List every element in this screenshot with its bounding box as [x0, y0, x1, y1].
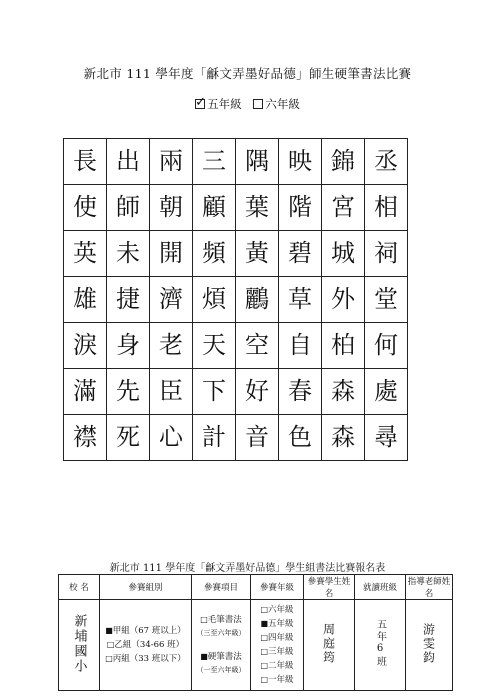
- grid-cell: [279, 185, 322, 231]
- grid-cell: [150, 277, 193, 323]
- grid-row: [64, 323, 408, 369]
- grade-option-5[interactable]: [195, 96, 242, 112]
- grid-cell: [107, 185, 150, 231]
- grid-character: 老: [159, 331, 183, 359]
- checkbox-icon[interactable]: □: [106, 640, 115, 649]
- grid-cell: [236, 231, 279, 277]
- header-item: 參賽項目: [192, 575, 251, 600]
- grade-cell: [251, 600, 304, 691]
- grid-character: 祠: [374, 239, 398, 267]
- checkbox-icon[interactable]: ■: [200, 652, 208, 661]
- teacher-cell: [406, 600, 453, 691]
- grid-character: 相: [374, 193, 398, 221]
- grid-character: 鸝: [245, 285, 269, 313]
- grid-cell: [193, 231, 236, 277]
- grid-cell: [279, 323, 322, 369]
- grid-character: 空: [245, 331, 269, 359]
- grid-cell: [193, 139, 236, 185]
- grid-row: [64, 139, 408, 185]
- grid-cell: [365, 415, 408, 461]
- grid-character: 宮: [331, 193, 355, 221]
- grid-row: [64, 185, 408, 231]
- grid-character: 森: [331, 377, 355, 405]
- grid-character: 煩: [202, 285, 226, 313]
- grid-cell: [322, 139, 365, 185]
- grid-character: 開: [159, 239, 183, 267]
- grid-cell: [365, 139, 408, 185]
- grid-cell: [365, 369, 408, 415]
- checkbox-icon[interactable]: ■: [105, 626, 113, 635]
- grid-cell: [64, 369, 107, 415]
- grid-cell: [365, 185, 408, 231]
- grid-cell: [64, 185, 107, 231]
- school-cell: [59, 600, 100, 691]
- grid-cell: [107, 231, 150, 277]
- grid-cell: [193, 369, 236, 415]
- grid-cell: [193, 277, 236, 323]
- grid-cell: [322, 415, 365, 461]
- grid-character: 死: [116, 423, 140, 451]
- item-option[interactable]: ■硬筆書法: [200, 652, 242, 662]
- grid-character: 好: [245, 377, 269, 405]
- grid-cell: [64, 277, 107, 323]
- item-option[interactable]: □毛筆書法: [200, 615, 242, 625]
- checkbox-icon[interactable]: □: [200, 615, 208, 624]
- grid-cell: [107, 369, 150, 415]
- grid-cell: [279, 369, 322, 415]
- grid-cell: [322, 323, 365, 369]
- grid-cell: [279, 415, 322, 461]
- empty-checkbox-icon[interactable]: [253, 99, 263, 109]
- grid-character: 草: [288, 285, 312, 313]
- grid-cell: [322, 185, 365, 231]
- grid-cell: [236, 369, 279, 415]
- grid-cell: [365, 323, 408, 369]
- grid-cell: [107, 277, 150, 323]
- grid-cell: [236, 139, 279, 185]
- grid-cell: [322, 231, 365, 277]
- grid-character: 丞: [374, 147, 398, 175]
- grade-selector: [0, 96, 495, 112]
- student-cell: [304, 600, 355, 691]
- grid-cell: [107, 139, 150, 185]
- grid-cell: [365, 277, 408, 323]
- grid-character: 心: [159, 423, 183, 451]
- grid-character: 師: [116, 193, 140, 221]
- grid-cell: [322, 369, 365, 415]
- grid-character: 計: [202, 423, 226, 451]
- grid-character: 未: [116, 239, 140, 267]
- grid-cell: [236, 185, 279, 231]
- grid-character: 黃: [245, 239, 269, 267]
- checkbox-icon[interactable]: ■: [260, 619, 269, 628]
- grid-character: 使: [73, 193, 97, 221]
- grid-row: [64, 369, 408, 415]
- grid-character: 兩: [159, 147, 183, 175]
- grid-character: 錦: [331, 147, 355, 175]
- class-cell: [355, 600, 406, 691]
- grade-option-6[interactable]: [253, 96, 300, 112]
- grade-level-option[interactable]: ■五年級: [260, 619, 294, 629]
- grid-cell: [150, 323, 193, 369]
- header-student: 參賽學生姓名: [304, 575, 355, 600]
- grid-character: 色: [288, 423, 312, 451]
- grid-row: [64, 277, 408, 323]
- grid-row: [64, 415, 408, 461]
- class-name: 五年6班: [374, 619, 386, 668]
- grid-cell: [279, 139, 322, 185]
- grid-character: 長: [73, 147, 97, 175]
- grid-cell: [279, 231, 322, 277]
- header-group: 參賽組別: [100, 575, 192, 600]
- group-option[interactable]: □丙組（33 班以下）: [105, 654, 186, 664]
- item-cell: [192, 600, 251, 691]
- grid-character: 碧: [288, 239, 312, 267]
- form-header-row: [59, 575, 453, 600]
- page-title: 新北市 111 學年度「龢文弄墨好品德」師生硬筆書法比賽: [83, 66, 412, 81]
- teacher-name: 游雯鈞: [421, 622, 436, 665]
- grid-character: 映: [288, 147, 312, 175]
- grid-cell: [150, 139, 193, 185]
- grid-character: 音: [245, 423, 269, 451]
- grid-character: 頻: [202, 239, 226, 267]
- form-title: 新北市 111 學年度「龢文弄墨好品德」學生組書法比賽報名表: [109, 563, 386, 574]
- calligraphy-grid: [63, 138, 408, 461]
- school-name: 新埔國小: [71, 613, 87, 674]
- grid-cell: [150, 185, 193, 231]
- grid-character: 朝: [159, 193, 183, 221]
- grid-character: 森: [331, 423, 355, 451]
- grid-cell: [150, 231, 193, 277]
- grid-character: 葉: [245, 193, 269, 221]
- header-grade: 參賽年級: [251, 575, 304, 600]
- form-entry-row: [59, 600, 453, 691]
- checkbox-icon[interactable]: □: [260, 633, 269, 642]
- registration-form-table: [58, 574, 453, 691]
- item-note: （一至六年級）: [196, 666, 246, 674]
- grid-cell: [193, 415, 236, 461]
- grid-cell: [236, 323, 279, 369]
- grid-cell: [193, 185, 236, 231]
- checked-checkbox-icon[interactable]: [195, 99, 205, 109]
- grid-character: 天: [202, 331, 226, 359]
- grid-character: 自: [288, 331, 312, 359]
- group-option[interactable]: ■甲組（67 班以上）: [105, 626, 186, 636]
- grid-character: 捷: [116, 285, 140, 313]
- student-name: 周庭筠: [321, 622, 336, 665]
- grid-character: 淚: [73, 331, 97, 359]
- grade-level-option[interactable]: □六年級: [260, 605, 294, 615]
- grade-level-option[interactable]: □四年級: [260, 633, 294, 643]
- grid-cell: [150, 369, 193, 415]
- grid-character: 襟: [73, 423, 97, 451]
- grid-character: 身: [116, 331, 140, 359]
- grid-character: 柏: [331, 331, 355, 359]
- checkbox-icon[interactable]: □: [260, 661, 269, 670]
- checkbox-icon[interactable]: □: [260, 647, 269, 656]
- grid-character: 階: [288, 193, 312, 221]
- grid-cell: [64, 139, 107, 185]
- grid-cell: [150, 415, 193, 461]
- grade-option-label: 五年級: [207, 97, 242, 111]
- item-note: （三至六年級）: [196, 629, 246, 637]
- grid-cell: [107, 415, 150, 461]
- grid-cell: [64, 231, 107, 277]
- grid-character: 外: [331, 285, 355, 313]
- grid-cell: [279, 277, 322, 323]
- group-option[interactable]: □乙組（34-66 班）: [106, 640, 185, 650]
- grid-character: 堂: [374, 285, 398, 313]
- header-teacher: 指導老師姓名: [406, 575, 453, 600]
- grid-character: 下: [202, 377, 226, 405]
- header-class: 就讀班級: [355, 575, 406, 600]
- grade-level-option[interactable]: □二年級: [260, 661, 294, 671]
- checkbox-icon[interactable]: □: [260, 605, 269, 614]
- grid-cell: [193, 323, 236, 369]
- grid-character: 三: [202, 147, 226, 175]
- grid-character: 何: [374, 331, 398, 359]
- grid-character: 春: [288, 377, 312, 405]
- group-cell: [100, 600, 192, 691]
- grid-character: 英: [73, 239, 97, 267]
- grid-cell: [236, 277, 279, 323]
- checkbox-icon[interactable]: □: [260, 675, 269, 684]
- grid-cell: [365, 231, 408, 277]
- grid-character: 隅: [245, 147, 269, 175]
- grid-cell: [322, 277, 365, 323]
- grid-cell: [107, 323, 150, 369]
- grid-character: 處: [374, 377, 398, 405]
- grid-row: [64, 231, 408, 277]
- grid-character: 先: [116, 377, 140, 405]
- grade-option-label: 六年級: [265, 97, 300, 111]
- grid-character: 雄: [73, 285, 97, 313]
- grid-character: 顧: [202, 193, 226, 221]
- grid-character: 城: [331, 239, 355, 267]
- grid-character: 臣: [159, 377, 183, 405]
- grid-cell: [64, 323, 107, 369]
- grade-level-option[interactable]: □三年級: [260, 647, 294, 657]
- grid-character: 出: [116, 147, 140, 175]
- grid-cell: [64, 415, 107, 461]
- grid-character: 滿: [73, 377, 97, 405]
- grid-cell: [236, 415, 279, 461]
- grid-character: 濟: [159, 285, 183, 313]
- header-school: 校 名: [59, 575, 100, 600]
- checkbox-icon[interactable]: □: [105, 654, 113, 663]
- grid-character: 尋: [374, 423, 398, 451]
- grade-level-option[interactable]: □一年級: [260, 675, 294, 685]
